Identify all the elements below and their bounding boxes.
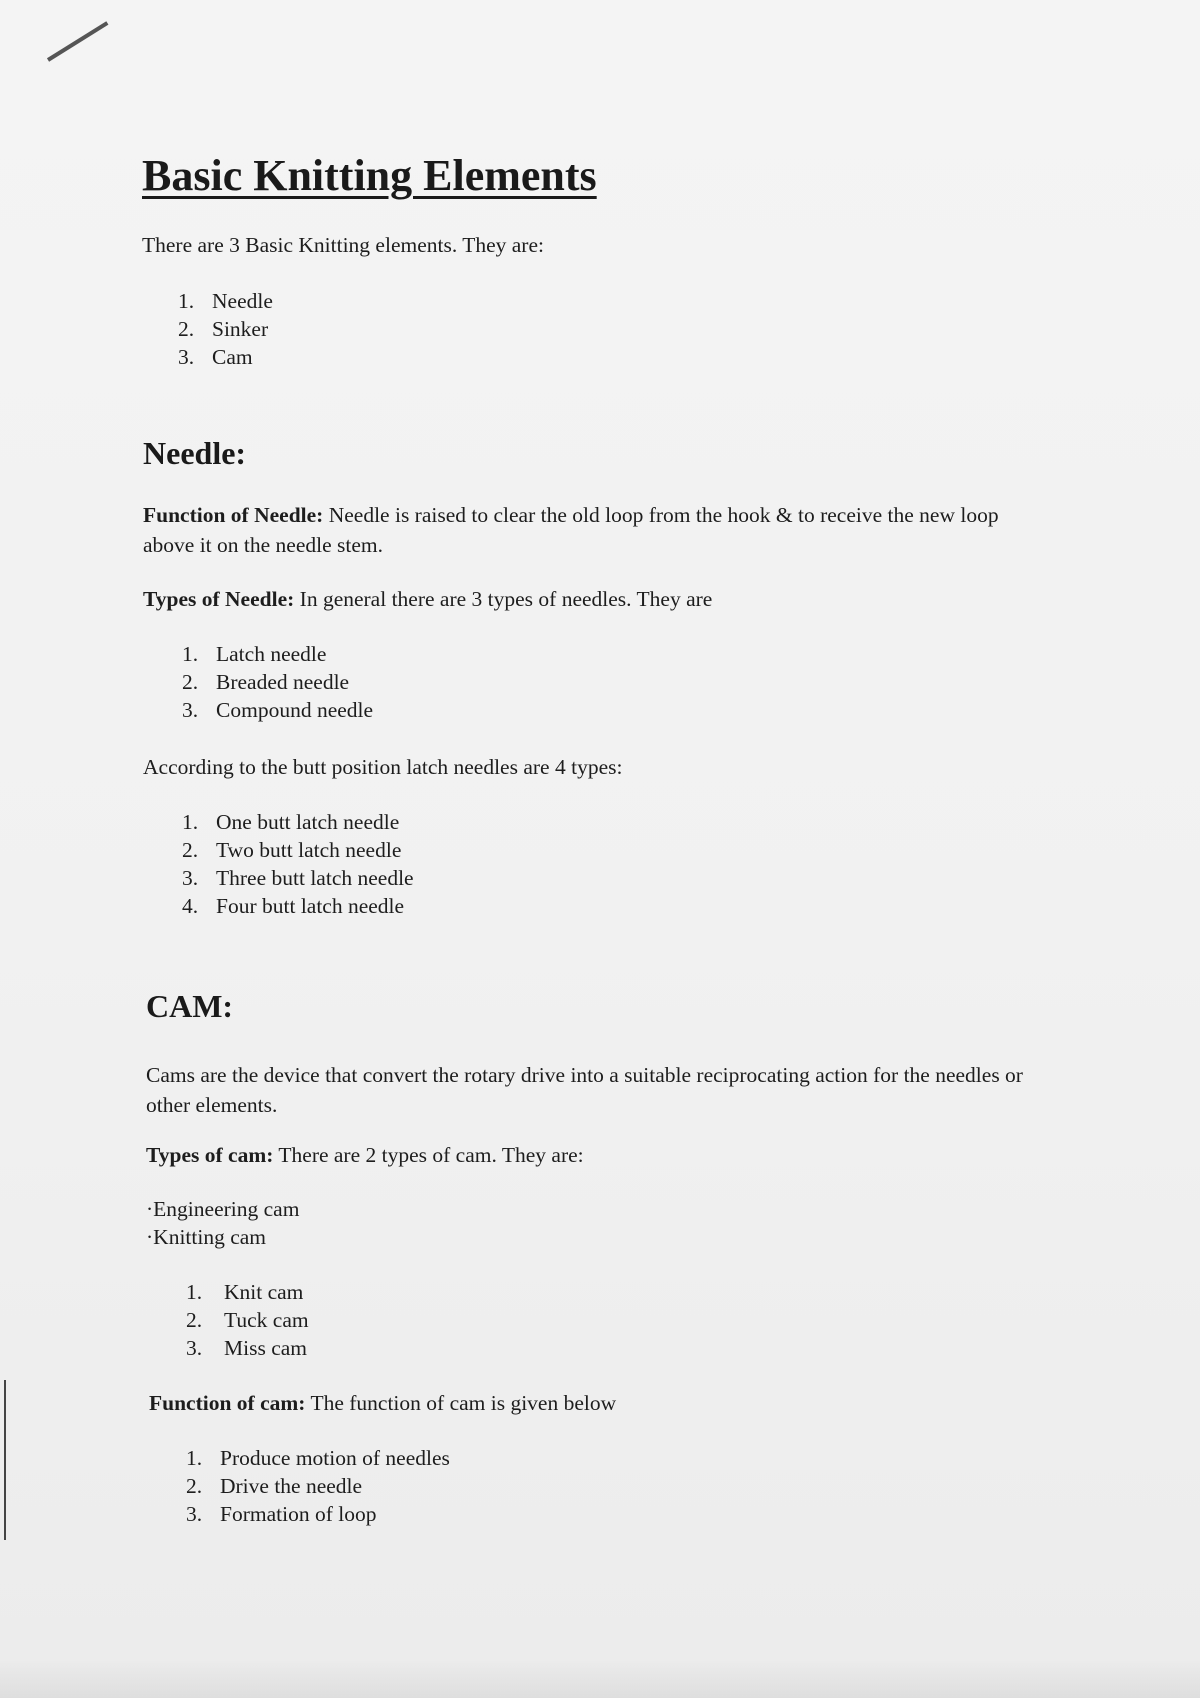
list-item: 1. Needle [178, 289, 273, 313]
pencil-mark [47, 21, 108, 61]
list-item: 2. Tuck cam [186, 1308, 309, 1332]
needle-function-label: Function of Needle: [143, 503, 324, 527]
needle-types-paragraph [143, 584, 1043, 614]
page-bottom-shadow [0, 1658, 1200, 1698]
list-item: 1. One butt latch needle [182, 810, 400, 834]
needle-types-label: Types of Needle: [143, 587, 295, 611]
list-item: 3. Formation of loop [186, 1502, 377, 1526]
elements-list [178, 287, 273, 371]
list-item: 3. Three butt latch needle [182, 866, 414, 890]
intro-text: There are 3 Basic Knitting elements. They are: [142, 233, 544, 257]
list-item: 2. Breaded needle [182, 670, 350, 694]
list-item: 1. Produce motion of needles [186, 1446, 450, 1470]
list-item: 1. Knit cam [186, 1280, 304, 1304]
needle-types-list [182, 640, 373, 724]
cam-function-label: Function of cam: [149, 1391, 306, 1415]
cam-description: Cams are the device that convert the rotary drive into a suitable reciprocating action for the needles or other elements. [146, 1063, 1023, 1117]
list-item: 3. Miss cam [186, 1336, 308, 1360]
cam-types-text: There are 2 types of cam. They are: [278, 1143, 584, 1167]
cam-types-paragraph [146, 1140, 1046, 1170]
list-item: 2. Drive the needle [186, 1474, 363, 1498]
needle-heading: Needle: [143, 435, 247, 471]
list-item: · Engineering cam [146, 1195, 299, 1223]
butt-types-list [182, 808, 414, 920]
list-item: · Knitting cam [146, 1223, 299, 1251]
page-edge-line [4, 1380, 6, 1540]
list-item: 3. Cam [178, 345, 253, 369]
list-item: 1. Latch needle [182, 642, 327, 666]
list-item: 2. Sinker [178, 317, 269, 341]
needle-function-text: Needle is raised to clear the old loop from the hook & to receive the new loop above it on the needle stem. [143, 503, 999, 557]
cam-function-text: The function of cam is given below [310, 1391, 617, 1415]
cam-heading: CAM: [146, 988, 234, 1024]
list-item: 2. Two butt latch needle [182, 838, 402, 862]
page-title: Basic Knitting Elements [142, 151, 597, 200]
needle-function-paragraph [143, 500, 1043, 560]
needle-types-text: In general there are 3 types of needles. They are [299, 587, 713, 611]
cam-functions-list [186, 1444, 450, 1528]
cam-categories-list [146, 1195, 299, 1251]
cam-function-paragraph [149, 1388, 1049, 1418]
cam-types-label: Types of cam: [146, 1143, 274, 1167]
butt-position-intro: According to the butt position latch needles are 4 types: [143, 755, 623, 779]
knitting-cams-list [186, 1278, 309, 1362]
list-item: 4. Four butt latch needle [182, 894, 405, 918]
list-item: 3. Compound needle [182, 698, 374, 722]
